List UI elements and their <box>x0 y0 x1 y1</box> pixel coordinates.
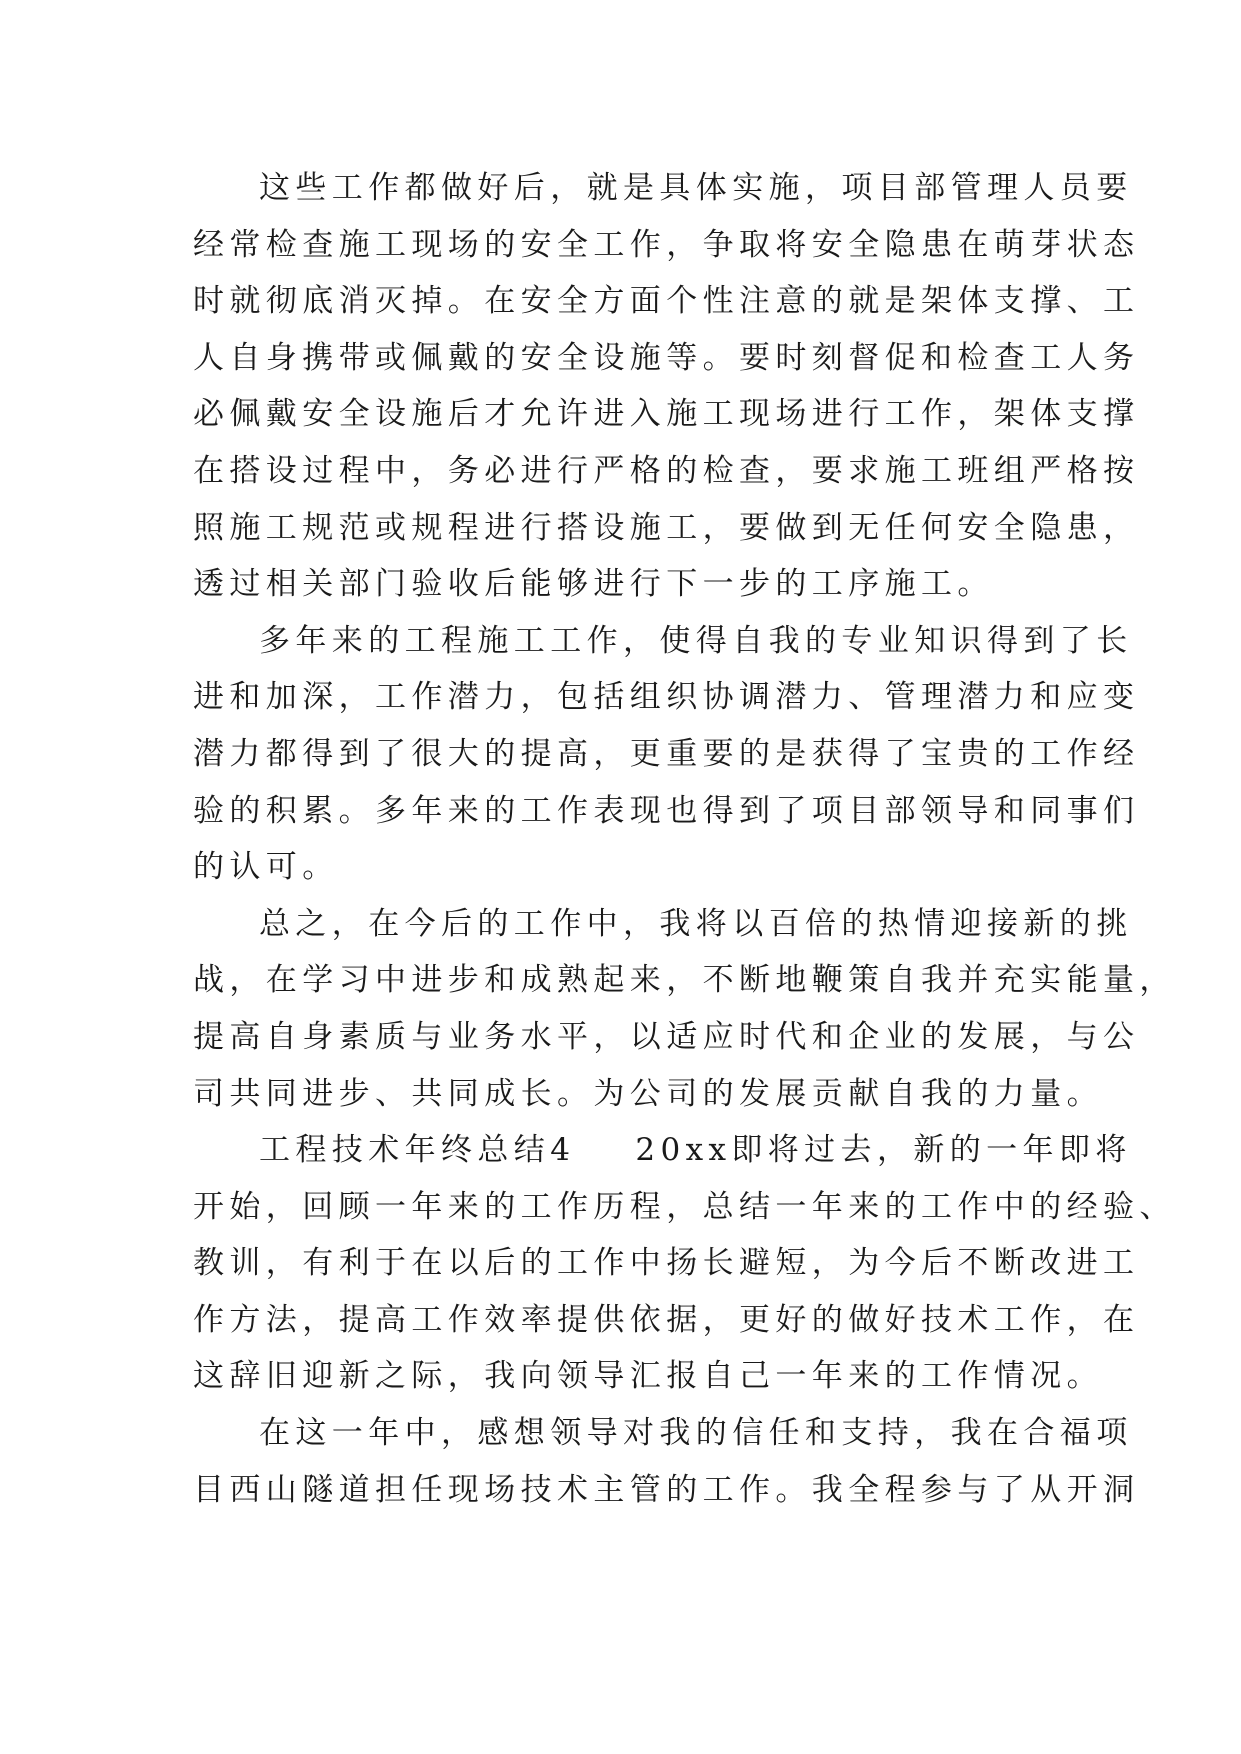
paragraph-line: 多年来的工程施工工作，使得自我的专业知识得到了长 <box>259 622 1133 659</box>
paragraph-line: 目西山隧道担任现场技术主管的工作。我全程参与了从开洞 <box>193 1471 1140 1508</box>
section-heading: 工程技术年终总结4 <box>259 1132 576 1169</box>
paragraph-line: 总之，在今后的工作中，我将以百倍的热情迎接新的挑 <box>259 905 1133 942</box>
paragraph-line: 进和加深，工作潜力，包括组织协调潜力、管理潜力和应变 <box>193 679 1140 716</box>
paragraph-line: 战，在学习中进步和成熟起来，不断地鞭策自我并充实能量， <box>193 962 1176 999</box>
heading-line-rest: 20xx即将过去，新的一年即将 <box>635 1132 1132 1169</box>
paragraph-line: 潜力都得到了很大的提高，更重要的是获得了宝贵的工作经 <box>193 735 1140 772</box>
paragraph-year-review <box>193 1405 1140 1518</box>
paragraph-line: 验的积累。多年来的工作表现也得到了项目部领导和同事们 <box>193 792 1140 829</box>
paragraph-line: 在搭设过程中，务必进行严格的检查，要求施工班组严格按 <box>193 452 1140 489</box>
paragraph-line: 时就彻底消灭掉。在安全方面个性注意的就是架体支撑、工 <box>193 283 1140 320</box>
paragraph-safety-implementation <box>193 160 1140 613</box>
paragraph-line: 必佩戴安全设施后才允许进入施工现场进行工作，架体支撑 <box>193 396 1140 433</box>
paragraph-line <box>193 1122 1132 1179</box>
paragraph-conclusion <box>193 896 1176 1122</box>
paragraph-line: 透过相关部门验收后能够进行下一步的工序施工。 <box>193 566 994 603</box>
paragraph-line: 在这一年中，感想领导对我的信任和支持，我在合福项 <box>259 1415 1133 1452</box>
paragraph-line: 人自身携带或佩戴的安全设施等。要时刻督促和检查工人务 <box>193 339 1140 376</box>
paragraph-experience <box>193 613 1140 896</box>
paragraph-line: 提高自身素质与业务水平，以适应时代和企业的发展，与公 <box>193 1018 1140 1055</box>
paragraph-line: 开始，回顾一年来的工作历程，总结一年来的工作中的经验、 <box>193 1188 1176 1225</box>
paragraph-line: 司共同进步、共同成长。为公司的发展贡献自我的力量。 <box>193 1075 1103 1112</box>
paragraph-line: 的认可。 <box>193 849 339 886</box>
paragraph-line: 照施工规范或规程进行搭设施工，要做到无任何安全隐患， <box>193 509 1140 546</box>
document-body <box>193 160 1176 1518</box>
paragraph-line: 教训，有利于在以后的工作中扬长避短，为今后不断改进工 <box>193 1245 1140 1282</box>
paragraph-line: 经常检查施工现场的安全工作，争取将安全隐患在萌芽状态 <box>193 226 1140 263</box>
paragraph-line: 这些工作都做好后，就是具体实施，项目部管理人员要 <box>259 170 1133 206</box>
paragraph-summary-4 <box>193 1122 1176 1405</box>
paragraph-line: 作方法，提高工作效率提供依据，更好的做好技术工作，在 <box>193 1301 1140 1338</box>
paragraph-line: 这辞旧迎新之际，我向领导汇报自己一年来的工作情况。 <box>193 1358 1103 1395</box>
